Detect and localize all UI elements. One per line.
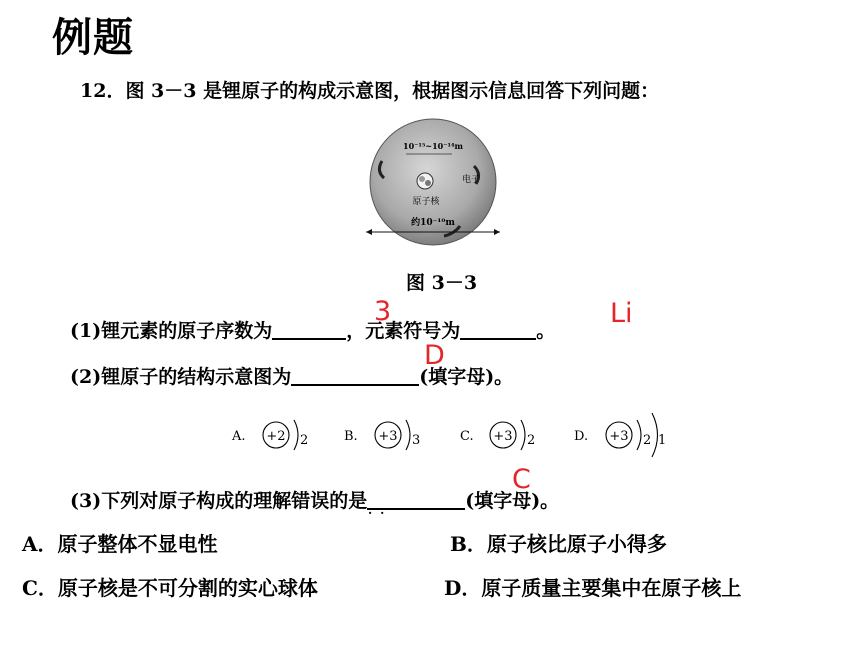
part1-blank-2 xyxy=(460,320,536,340)
diagram-a-shell: 2 xyxy=(300,433,309,448)
answer-incorrect-statement: C xyxy=(512,464,531,495)
diagram-a-nucleus: +2 xyxy=(266,429,286,444)
option-d: D．原子质量主要集中在原子核上 xyxy=(444,576,742,600)
diagram-a-letter: A. xyxy=(232,429,246,444)
part3-suffix: (填字母)。 xyxy=(465,490,560,512)
part2-suffix: (填字母)。 xyxy=(419,366,514,388)
part2-prefix: (2)锂原子的结构示意图为 xyxy=(70,366,292,388)
figure-label-top: 10⁻¹⁵~10⁻¹⁴m xyxy=(403,141,463,151)
option-b: B．原子核比原子小得多 xyxy=(450,532,667,556)
part1-suffix: 。 xyxy=(536,320,556,342)
emphasis-dots: ·· xyxy=(368,506,393,520)
part2-blank xyxy=(291,366,419,386)
answer-structure-diagram: D xyxy=(424,340,445,371)
option-a: A．原子整体不显电性 xyxy=(22,532,218,556)
nucleus-icon xyxy=(417,173,433,189)
diagram-b-letter: B. xyxy=(344,429,358,444)
answer-element-symbol: Li xyxy=(610,298,633,329)
answer-atomic-number: 3 xyxy=(374,296,392,327)
question-part-2 xyxy=(70,362,513,389)
diagram-b-shell: 3 xyxy=(412,433,421,448)
diagram-c-nucleus: +3 xyxy=(493,429,513,444)
page-title: 例题 xyxy=(52,15,134,61)
diagram-d-letter: D. xyxy=(574,429,589,444)
part1-middle: ，元素符号为 xyxy=(346,320,461,342)
diagram-d-nucleus: +3 xyxy=(609,429,629,444)
diagram-d-shell-1: 2 xyxy=(643,433,652,448)
diagram-d-shell-2: 1 xyxy=(658,433,667,448)
diagram-c-shell: 2 xyxy=(527,433,536,448)
figure-label-electron: 电子 xyxy=(462,175,481,185)
part3-prefix: (3)下列对原子构成的理解错误的是 xyxy=(70,490,368,512)
question-text: 12．图 3－3 是锂原子的构成示意图，根据图示信息回答下列问题： xyxy=(80,80,660,102)
diagram-b-nucleus: +3 xyxy=(378,429,398,444)
structure-diagrams xyxy=(226,410,686,460)
question-part-3 xyxy=(70,486,559,513)
figure-label-nucleus: 原子核 xyxy=(412,197,440,207)
figure-caption: 图 3－3 xyxy=(406,272,478,294)
question-part-1 xyxy=(70,316,555,343)
part1-blank-1 xyxy=(272,320,346,340)
diagram-c-letter: C. xyxy=(460,429,474,444)
figure-label-bottom: 约10⁻¹⁰m xyxy=(411,218,455,228)
lithium-atom-figure xyxy=(362,116,504,258)
part1-prefix: (1)锂元素的原子序数为 xyxy=(70,320,273,342)
option-c: C．原子核是不可分割的实心球体 xyxy=(22,576,318,600)
